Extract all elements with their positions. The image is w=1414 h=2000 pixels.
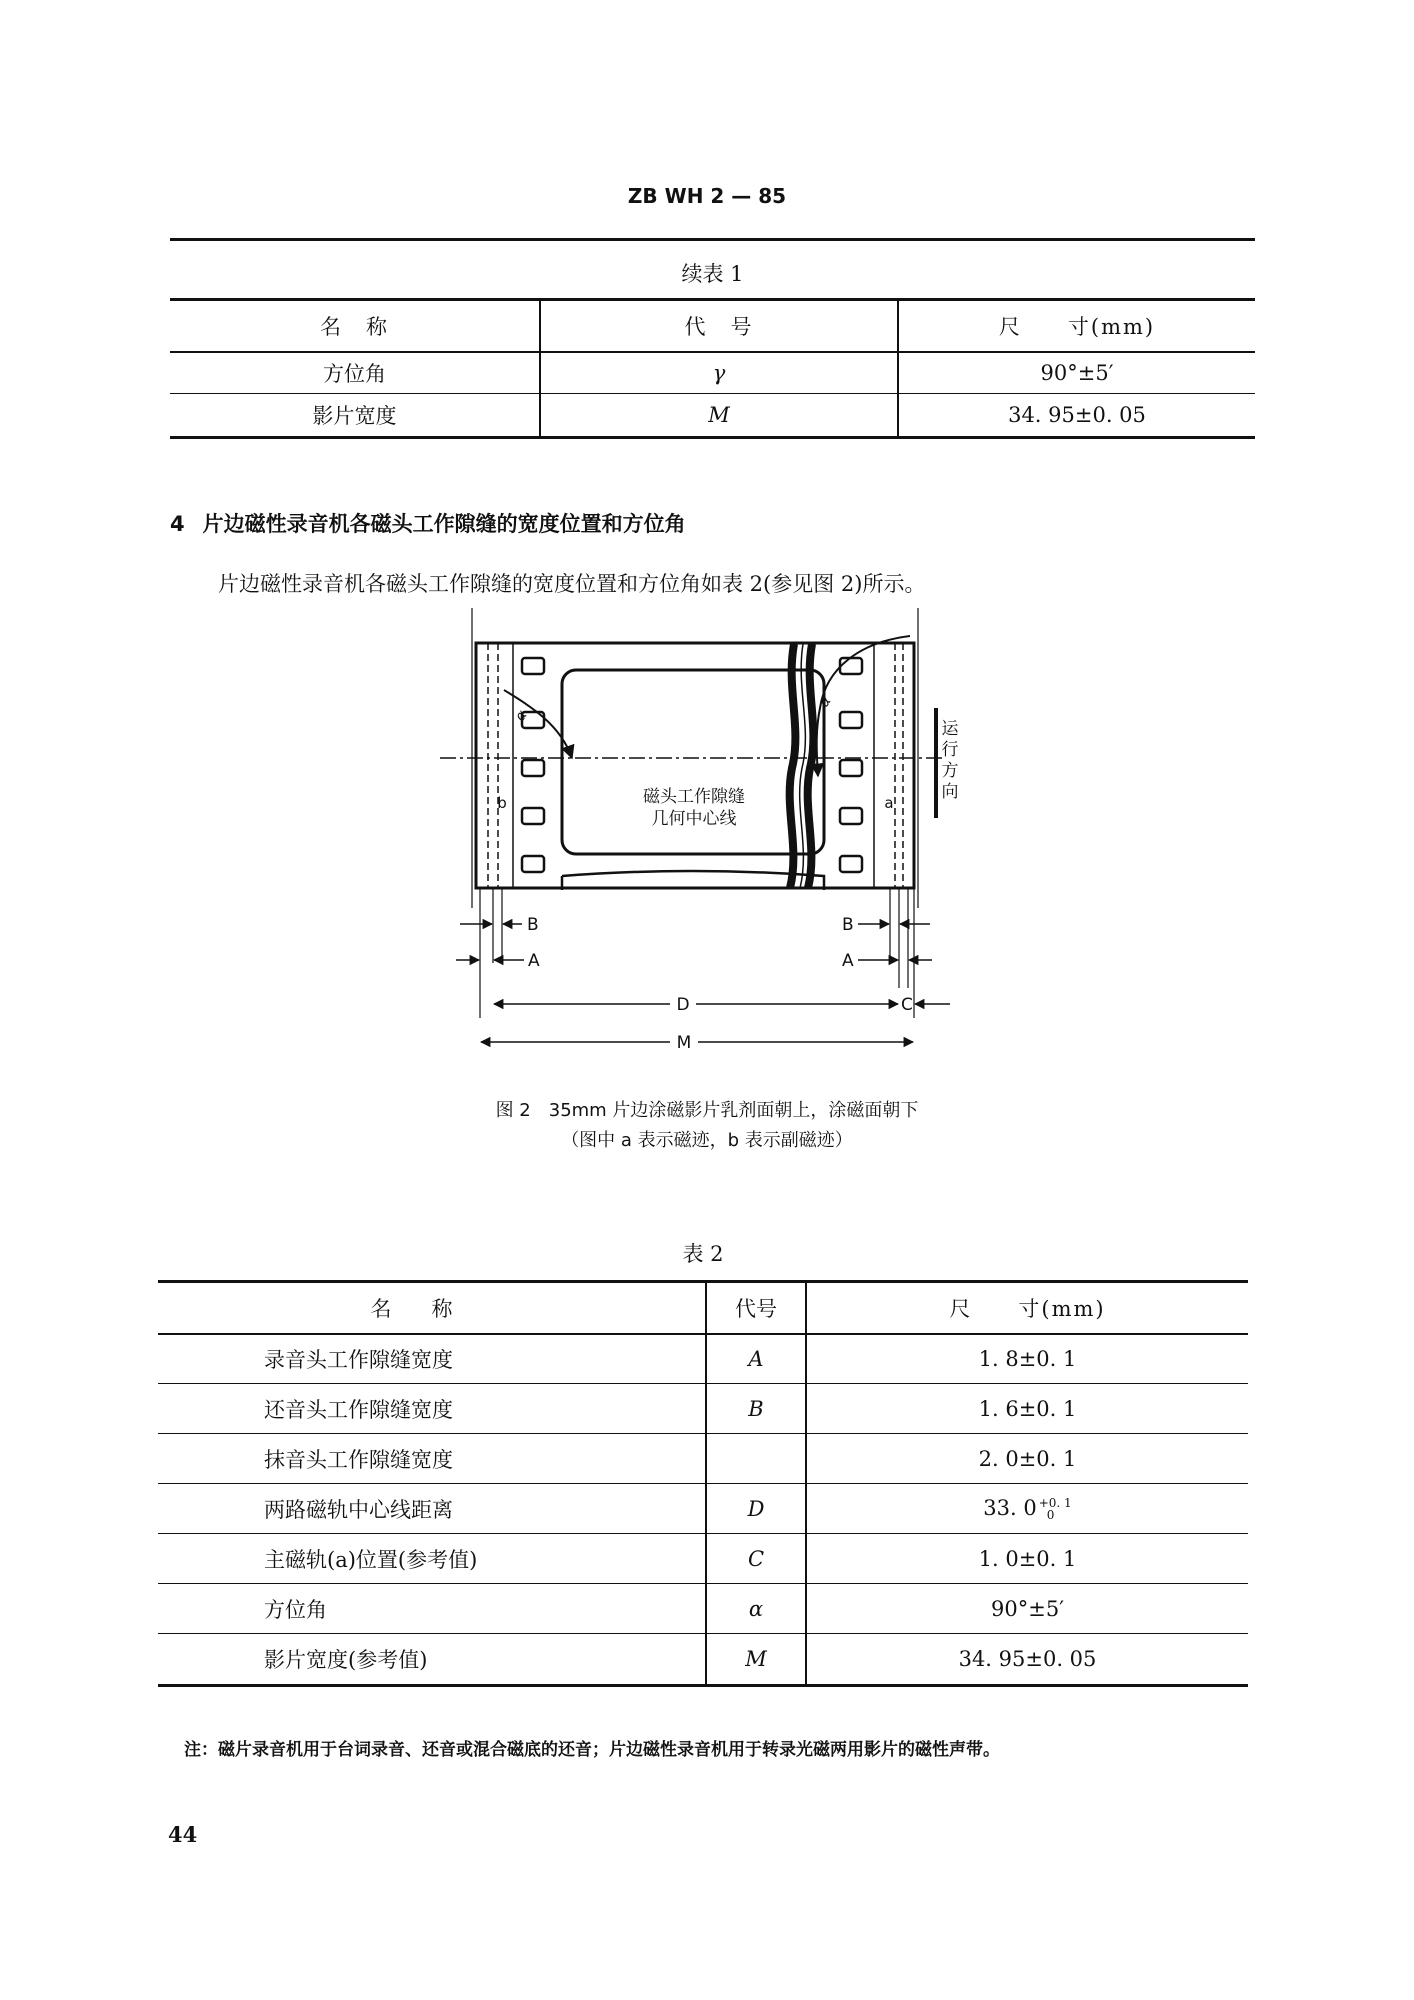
table2-cell-code: α [706,1584,806,1634]
dim-d-label: D [676,995,690,1015]
table1-cell-dim: 34. 95±0. 05 [898,394,1255,438]
dim-b-left [460,915,539,935]
dim-b-right-label: B [842,915,854,935]
table-row [158,1584,1248,1634]
dim-a-left-label: A [528,951,540,971]
table1-cell-name: 方位角 [170,352,540,394]
table-row [158,1334,1248,1384]
table-row [158,1384,1248,1434]
table1-col-dim: 尺 寸(mm) [898,300,1255,352]
film-diagram [440,608,980,1078]
table2-cell-name: 录音头工作隙缝宽度 [158,1334,706,1384]
table1-col-code: 代 号 [540,300,898,352]
table2-cell-name: 影片宽度(参考值) [158,1634,706,1686]
table1-caption: 续表 1 [681,262,744,286]
figure-caption-line2: （图中 a 表示磁迹，b 表示副磁迹） [561,1130,853,1151]
table1-cell-name: 影片宽度 [170,394,540,438]
gap-centerline-label-2: 几何中心线 [651,809,737,829]
table-row [158,1484,1248,1534]
dim-a-left [456,951,540,971]
table1-cell-code: M [540,394,898,438]
track-a-label: a [884,794,894,812]
table1-cell-code: γ [540,352,898,394]
table2-cell-dim: 1. 6±0. 1 [806,1384,1248,1434]
figure-2 [440,608,980,1082]
table2 [158,1280,1248,1687]
dim-c-label: C [901,995,913,1015]
dim-tolerance-upper: +0. 1 [1038,1496,1072,1511]
section-heading [170,508,686,538]
dim-d [494,995,898,1015]
table2-cell-dim: 90°±5′ [806,1584,1248,1634]
dim-a-right [842,951,932,971]
direction-char-3: 方 [941,761,959,781]
dim-tolerance-lower: 0 [1046,1508,1055,1523]
gap-centerline-label-1: 磁头工作隙缝 [643,787,745,807]
page-number: 44 [168,1822,198,1847]
direction-char-4: 向 [941,782,959,802]
dim-c [901,995,950,1015]
table1-cell-dim: 90°±5′ [898,352,1255,394]
table2-col-dim: 尺 寸(mm) [806,1282,1248,1334]
section-paragraph: 片边磁性录音机各磁头工作隙缝的宽度位置和方位角如表 2(参见图 2)所示。 [218,572,926,596]
header-rule [170,238,1255,241]
footnote: 注：磁片录音机用于台词录音、还音或混合磁底的还音；片边磁性录音机用于转录光磁两用影片的磁性声带。 [184,1740,1000,1760]
table2-col-code: 代号 [706,1282,806,1334]
table1-col-name: 名 称 [170,300,540,352]
dim-b-right [842,915,930,935]
table2-caption: 表 2 [682,1242,724,1266]
dim-m [481,1033,913,1053]
dim-m-label: M [676,1033,692,1053]
table2-cell-code: B [706,1384,806,1434]
table2-cell-code: D [706,1484,806,1534]
direction-char-1: 运 [941,719,959,739]
dim-a-right-label: A [842,951,854,971]
alpha-left-label: α [512,707,531,725]
table-row [170,352,1255,394]
table2-cell-dim: 34. 95±0. 05 [806,1634,1248,1686]
table2-cell-name: 方位角 [158,1584,706,1634]
table2-cell-dim: 1. 8±0. 1 [806,1334,1248,1384]
table2-cell-dim [806,1484,1248,1534]
table-row [158,1534,1248,1584]
table2-cell-code [706,1434,806,1484]
section-title: 片边磁性录音机各磁头工作隙缝的宽度位置和方位角 [202,512,686,536]
table-row [158,1634,1248,1686]
table-row [170,394,1255,438]
table2-cell-dim: 2. 0±0. 1 [806,1434,1248,1484]
table2-cell-name: 两路磁轨中心线距离 [158,1484,706,1534]
direction-char-2: 行 [941,740,959,760]
table-row [158,1434,1248,1484]
table2-cell-dim: 1. 0±0. 1 [806,1534,1248,1584]
dim-b-left-label: B [527,915,539,935]
table2-col-name: 名称 [158,1282,706,1334]
table2-header-row [158,1282,1248,1334]
table1-header-row [170,300,1255,352]
table2-cell-name: 主磁轨(a)位置(参考值) [158,1534,706,1584]
table2-cell-name: 还音头工作隙缝宽度 [158,1384,706,1434]
figure-caption-line1: 图 2 35mm 片边涂磁影片乳剂面朝上，涂磁面朝下 [495,1100,919,1121]
dim-main: 33. 0 [983,1495,1037,1520]
alpha-right-label: α [816,693,835,711]
table1 [170,298,1255,439]
table2-cell-code: A [706,1334,806,1384]
table2-cell-code: M [706,1634,806,1686]
table2-cell-code: C [706,1534,806,1584]
track-b-label: b [497,794,507,812]
table2-cell-name: 抹音头工作隙缝宽度 [158,1434,706,1484]
direction-label [942,719,960,802]
standard-code-header: ZB WH 2 — 85 [627,184,787,208]
section-number: 4 [170,512,185,536]
